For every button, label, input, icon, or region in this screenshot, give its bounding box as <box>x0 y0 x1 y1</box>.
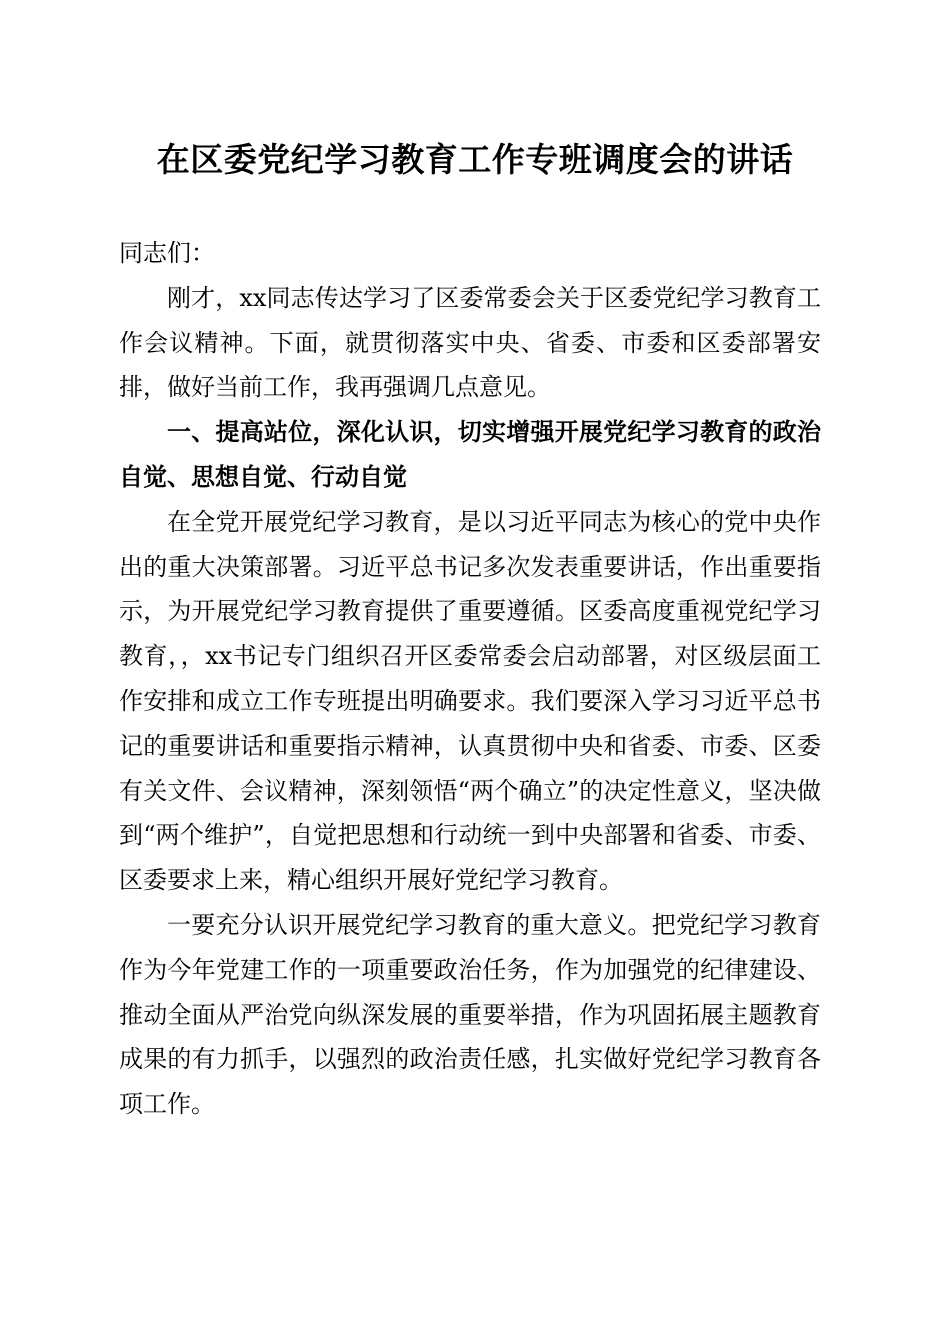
salutation: 同志们： <box>119 239 215 267</box>
document-body <box>119 231 821 1127</box>
section-heading-1: 一、提高站位，深化认识，切实增强开展党纪学习教育的政治自觉、思想自觉、行动自觉 <box>119 418 821 491</box>
document-title: 在区委党纪学习教育工作专班调度会的讲话 <box>156 140 794 179</box>
paragraph-intro: 刚才，xx同志传达学习了区委常委会关于区委党纪学习教育工作会议精神。下面，就贯彻落实中央、省委、市委和区委部署安排，做好当前工作，我再强调几点意见。 <box>119 283 821 402</box>
paragraph-point-1: 一要充分认识开展党纪学习教育的重大意义。把党纪学习教育作为今年党建工作的一项重要政治任务，作为加强党的纪律建设、推动全面从严治党向纵深发展的重要举措，作为巩固拓展主题教育成果的有力抓手，以强烈的政治责任感，扎实做好党纪学习教育各项工作。 <box>119 910 821 1119</box>
paragraph-section-1-body: 在全党开展党纪学习教育，是以习近平同志为核心的党中央作出的重大决策部署。习近平总书记多次发表重要讲话，作出重要指示，为开展党纪学习教育提供了重要遵循。区委高度重视党纪学习教育，，xx书记专门组织召开区委常委会启动部署，对区级层面工作安排和成立工作专班提出明确要求。我们要深入学习习近平总书记的重要讲话和重要指示精神，认真贯彻中央和省委、市委、区委有关文件、会议精神，深刻领悟“两个确立”的决定性意义，坚决做到“两个维护”，自觉把思想和行动统一到中央部署和省委、市委、区委要求上来，精心组织开展好党纪学习教育。 <box>119 507 821 895</box>
